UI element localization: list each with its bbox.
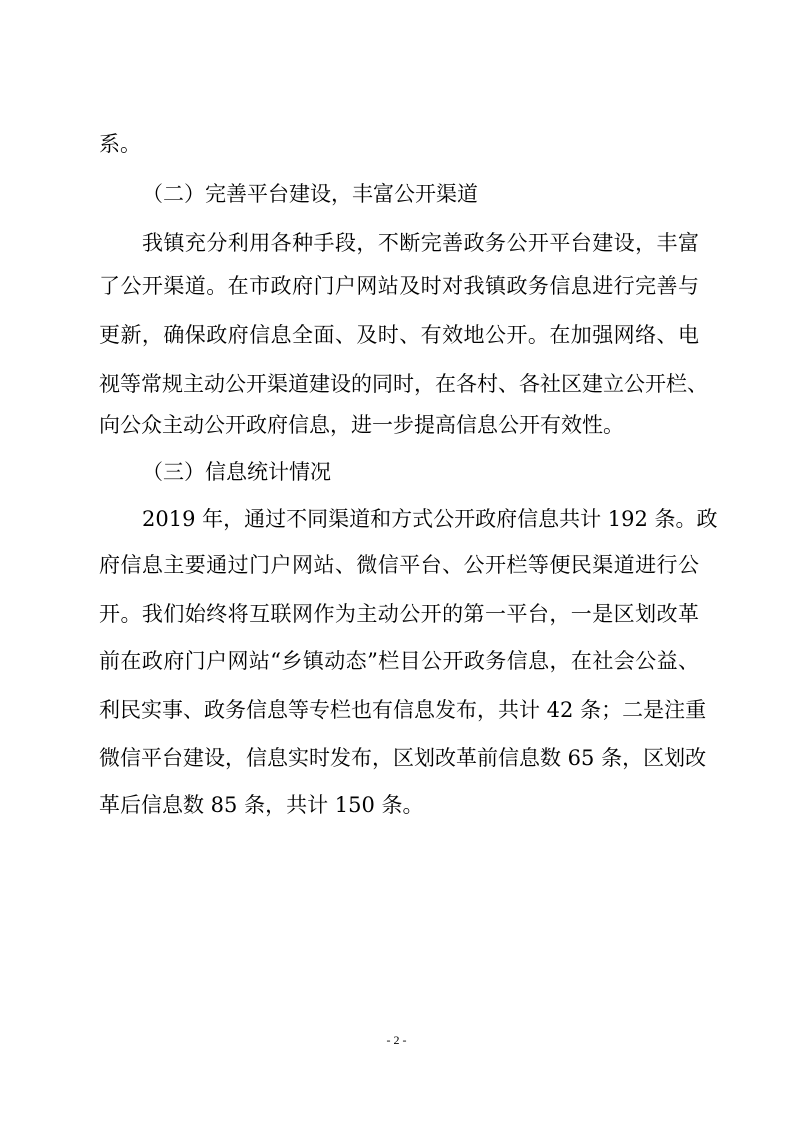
paragraph-line: 了公开渠道。在市政府门户网站及时对我镇政务信息进行完善与 bbox=[99, 274, 699, 298]
paragraph-line: 利民实事、政务信息等专栏也有信息发布，共计 42 条；二是注重 bbox=[99, 698, 707, 722]
page-number: - 2 - bbox=[386, 1033, 407, 1047]
paragraph-line: 微信平台建设，信息实时发布，区划改革前信息数 65 条，区划改 bbox=[99, 746, 707, 770]
continuation-text: 系。 bbox=[99, 132, 141, 156]
paragraph-line: 革后信息数 85 条，共计 150 条。 bbox=[99, 793, 424, 817]
paragraph-line: 前在政府门户网站“乡镇动态”栏目公开政务信息，在社会公益、 bbox=[99, 649, 699, 673]
section-heading-3: （三）信息统计情况 bbox=[142, 460, 331, 484]
paragraph-line: 府信息主要通过门户网站、微信平台、公开栏等便民渠道进行公 bbox=[99, 553, 699, 577]
paragraph-line: 视等常规主动公开渠道建设的同时，在各村、各社区建立公开栏、 bbox=[99, 372, 708, 396]
paragraph-line: 开。我们始终将互联网作为主动公开的第一平台，一是区划改革 bbox=[99, 602, 699, 626]
section-heading-2: （二）完善平台建设，丰富公开渠道 bbox=[142, 182, 478, 206]
paragraph-line: 我镇充分利用各种手段，不断完善政务公开平台建设，丰富 bbox=[142, 231, 699, 255]
paragraph-line: 2019 年，通过不同渠道和方式公开政府信息共计 192 条。政 bbox=[142, 507, 718, 531]
paragraph-line: 更新，确保政府信息全面、及时、有效地公开。在加强网络、电 bbox=[99, 323, 699, 347]
paragraph-line: 向公众主动公开政府信息，进一步提高信息公开有效性。 bbox=[99, 413, 624, 437]
